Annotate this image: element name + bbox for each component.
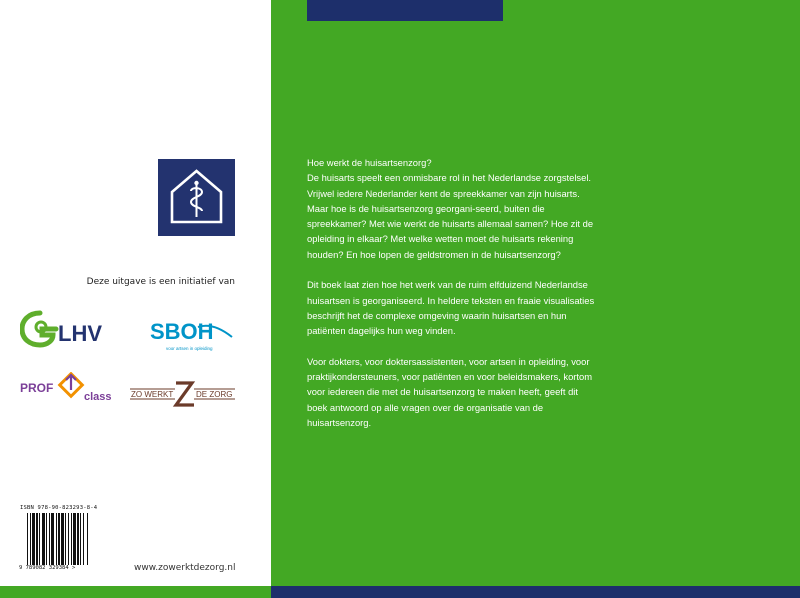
back-cover-blurb (307, 155, 597, 446)
prof-text: PROF (20, 381, 54, 395)
blurb-paragraph-2: Dit boek laat zien hoe het werk van de ruim elfduizend Nederlandse huisartsen is georganiseerd. In heldere teksten en fraaie visualisaties beschrijft het de complexe omgeving waarin huisartsen en hun patiënten dagelijks hun weg vinden. (307, 279, 595, 337)
lhv-logo (20, 307, 120, 349)
bottom-navy-strip (271, 586, 800, 598)
top-navy-band (307, 0, 503, 21)
sboh-logo (148, 317, 238, 355)
website-url: www.zowerktdezorg.nl (134, 563, 236, 573)
class-text: class (84, 391, 112, 403)
zo-werkt-text: ZO WERKT (131, 390, 174, 399)
initiative-caption: Deze uitgave is een initiatief van (86, 277, 235, 287)
barcode (27, 513, 113, 565)
sboh-logo-text: SBOH (150, 319, 214, 344)
blurb-paragraph-3: Voor dokters, voor doktersassistenten, voor artsen in opleiding, voor praktijkondersteuners, voor patiënten en voor beleidsmakers, kortom voor iedereen die met de huisartsenzorg te maken heeft, geeft dit boek antwoord op alle vragen over de organisatie van de huisartsenzorg. (307, 355, 593, 429)
profclass-logo (20, 372, 118, 406)
de-zorg-text: DE ZORG (196, 390, 233, 399)
back-cover-left-panel (0, 0, 271, 586)
lhv-logo-text: LHV (58, 321, 102, 346)
blurb-heading: Hoe werkt de huisartsenzorg? (307, 157, 432, 168)
house-caduceus-icon (158, 159, 235, 236)
zo-werkt-de-zorg-logo (130, 379, 236, 409)
isbn-label: ISBN 978-90-823293-8-4 (20, 505, 98, 511)
sboh-tagline: voor artsen in opleiding (166, 346, 213, 351)
blurb-paragraph-1-text: De huisarts speelt een onmisbare rol in het Nederlandse zorgstelsel. Vrijwel iedere Nederlander kent de spreekkamer van zijn huisarts. Maar hoe is de huisartsenzorg georgani-seerd, buiten die spreekkamer? Met wie werkt de huisarts allemaal samen? Hoe zit de opleiding in elkaar? Met welke wetten moet de huisarts rekening houden? En hoe lopen de geldstromen in de huisartsenzorg? (307, 172, 594, 260)
bottom-green-strip (0, 586, 271, 598)
barcode-digits: 9 789082 329384 > (19, 565, 76, 571)
blurb-paragraph-1 (307, 155, 597, 262)
